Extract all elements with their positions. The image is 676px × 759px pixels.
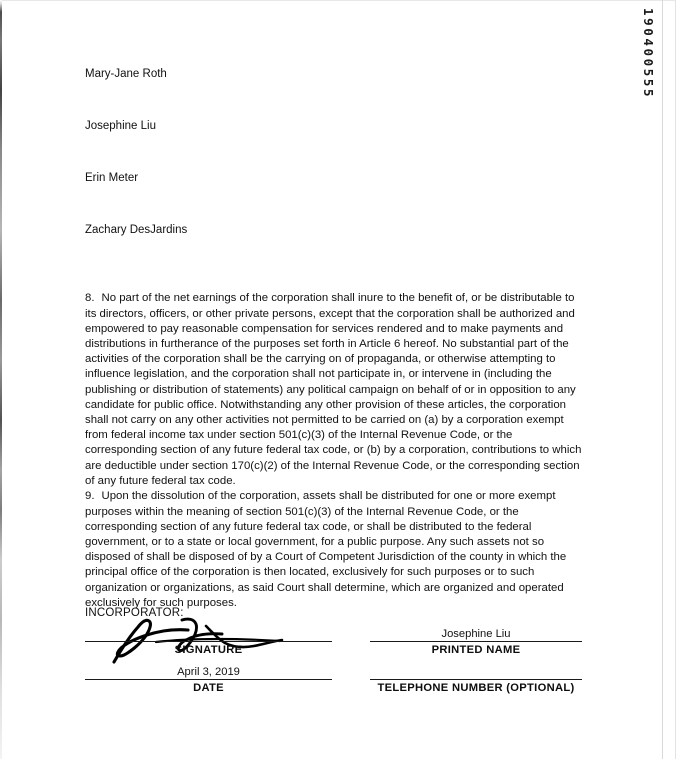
scan-edge-left bbox=[0, 0, 2, 759]
date-value: April 3, 2019 bbox=[177, 666, 240, 678]
paragraph-body: Upon the dissolution of the corporation, assets shall be distributed for one or more exempt purposes within the meaning of section 501(c)(3) of the Internal Revenue Code, or the corresponding section of any future federal tax code, or shall be distributed to the federal government, or to a state or local government, for a public purpose. Any such assets not so disposed of shall be disposed of by a Court of Competent Jurisdiction of the county in which the principal office of the corporation is then located, exclusively for such purposes or to such organization or organizations, as said Court shall determine, which are organized and operated exclusively for such purposes. bbox=[85, 490, 567, 609]
paragraph-number: 9. bbox=[85, 490, 95, 503]
page-side-rule bbox=[662, 0, 663, 759]
handwritten-signature-icon bbox=[96, 614, 326, 664]
list-item: Josephine Liu bbox=[85, 120, 156, 132]
date-line bbox=[85, 679, 332, 680]
paragraph-body: No part of the net earnings of the corporation shall inure to the benefit of, or be distributable to its directors, officers, or other private persons, except that the corporation shall be authorized and empowered to pay reasonable compensation for services rendered and to make payments and distributions in furtherance of the purposes set forth in Article 6 hereof. No substantial part of the activities of the corporation shall be the carrying on of propaganda, or otherwise attempting to influence legislation, and the corporation shall not participate in, or intervene in (including the publishing or distribution of statements) any political campaign on behalf of or in opposition to any candidate for public office. Notwithstanding any other provision of these articles, the corporation shall not carry on any other activities not permitted to be carried on (a) by a corporation exempt from federal income tax under section 501(c)(3) of the Internal Revenue Code, or the corresponding section of any future federal tax code, or (b) by a corporation, contributions to which are deductible under section 170(c)(2) of the Internal Revenue Code, or the corresponding section of any future federal tax code. bbox=[85, 292, 582, 487]
printed-name-line bbox=[370, 641, 582, 642]
signature-caption: SIGNATURE bbox=[174, 644, 243, 656]
scan-edge-top bbox=[0, 0, 676, 1]
paragraph-text bbox=[85, 489, 582, 611]
telephone-caption: TELEPHONE NUMBER (OPTIONAL) bbox=[377, 682, 575, 694]
list-item: Mary-Jane Roth bbox=[85, 68, 167, 80]
telephone-line bbox=[370, 679, 582, 680]
list-item: Erin Meter bbox=[85, 172, 139, 184]
incorporator-names-list bbox=[85, 68, 505, 276]
printed-name-caption: PRINTED NAME bbox=[431, 644, 521, 656]
incorporator-label: INCORPORATOR: bbox=[85, 607, 184, 619]
article-paragraph-8 bbox=[85, 280, 582, 503]
list-item: Zachary DesJardins bbox=[85, 224, 188, 236]
printed-name-value: Josephine Liu bbox=[441, 628, 511, 640]
paragraph-number: 8. bbox=[85, 292, 95, 305]
document-side-id-number: 190400555 bbox=[641, 8, 656, 100]
date-caption: DATE bbox=[193, 682, 224, 694]
article-paragraph-9 bbox=[85, 478, 582, 622]
paragraph-text bbox=[85, 291, 582, 489]
signature-line bbox=[85, 641, 332, 642]
